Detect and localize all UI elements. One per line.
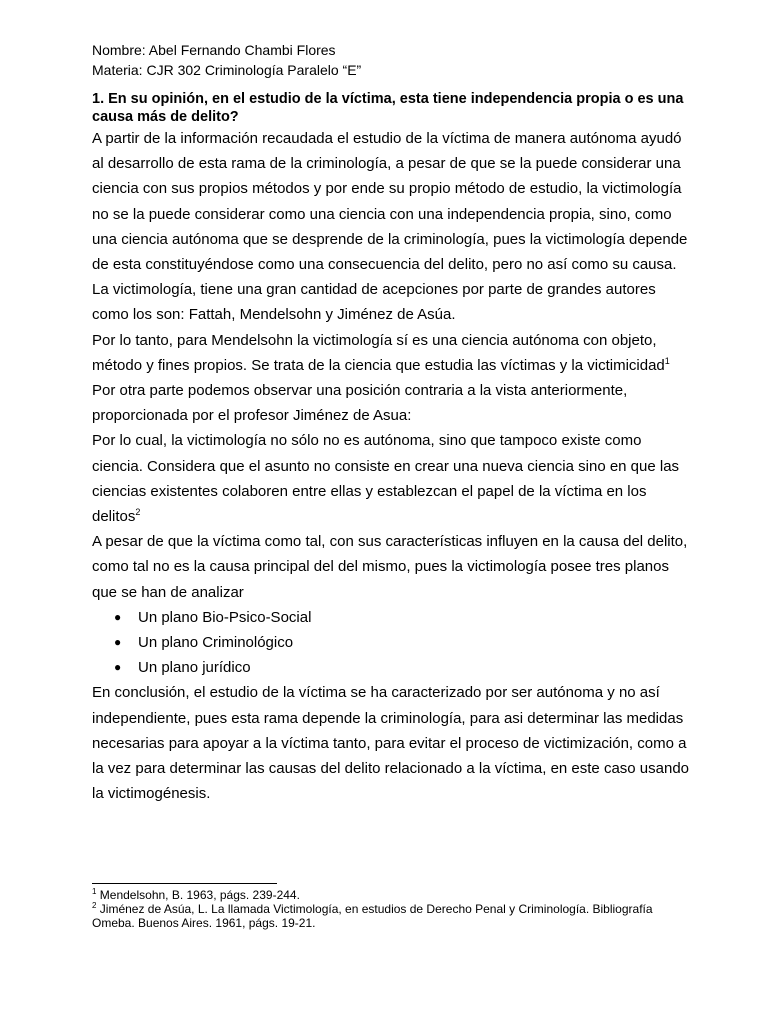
- bullet-icon: ●: [114, 635, 122, 650]
- footnote-ref-2[interactable]: 2: [135, 507, 141, 518]
- paragraph-planos: A pesar de que la víctima como tal, con sus características influyen en la causa del delito, como tal no es la causa principal del del mismo, pues la victimología posee tres planos que se han de analizar: [92, 533, 688, 601]
- paragraph-contraria: Por otra parte podemos observar una posición contraria a la vista anteriormente, proporcionada por el profesor Jiménez de Asua:: [92, 382, 628, 425]
- paragraph-acepciones: La victimología, tiene una gran cantidad de acepciones por parte de grandes autores como los son: Fattah, Mendelsohn y Jiménez de Asúa.: [92, 281, 656, 324]
- student-name-line: Nombre: Abel Fernando Chambi Flores: [92, 42, 336, 58]
- paragraph-jimenez: [92, 428, 692, 529]
- paragraph-jimenez-text: Por lo cual, la victimología no sólo no es autónoma, sino que tampoco existe como ciencia. Considera que el asunto no consiste en crear una nueva ciencia sino en que las ciencias existentes colaboren entre ellas y establezcan el papel de la víctima en los delitos: [92, 432, 680, 526]
- paragraph-mendelsohn-text: Por lo tanto, para Mendelsohn la victimología sí es una ciencia autónoma con objeto, método y fines propios. Se trata de la ciencia que estudia las víctimas y la victimicidad: [92, 331, 665, 374]
- footnote-1-text: Mendelsohn, B. 1963, págs. 239-244.: [96, 888, 300, 902]
- planes-list: [92, 605, 692, 681]
- footnote-ref-1[interactable]: 1: [664, 355, 670, 366]
- bullet-icon: ●: [114, 609, 122, 624]
- document-body: [92, 40, 692, 806]
- paragraph-conclusion: En conclusión, el estudio de la víctima se ha caracterizado por ser autónoma y no así independiente, pues esta rama depende la criminología, para asi determinar las medidas necesarias para apoyar a la víctima tanto, para evitar el proceso de victimización, como a la vez para determinar las causas del delito relacionado a la víctima, en este caso usando la victimogénesis.: [92, 684, 690, 803]
- paragraph-intro: A partir de la información recaudada el estudio de la víctima de manera autónoma ayudó al desarrollo de esta rama de la criminología, a pesar de que se la puede considerar una ciencia con sus propios métodos y por ende su propio método de estudio, la victimología no se la puede considerar como una ciencia con una independencia propia, sino, como una ciencia autónoma que se desprende de la criminología, pues la victimología depende de esta constituyéndose como una consecuencia del delito, pero no así como su causa.: [92, 130, 688, 274]
- subject-line: Materia: CJR 302 Criminología Paralelo “E”: [92, 62, 362, 78]
- footnote-2-text: Jiménez de Asúa, L. La llamada Victimología, en estudios de Derecho Penal y Criminología. Bibliografía Omeba. Buenos Aires. 1961, págs. 19-21.: [92, 902, 653, 930]
- list-item: [92, 655, 692, 680]
- list-item-label: Un plano Bio-Psico-Social: [138, 608, 312, 626]
- footnotes-section: [92, 883, 692, 930]
- question-heading: 1. En su opinión, en el estudio de la víctima, esta tiene independencia propia o es una causa más de delito?: [92, 91, 684, 125]
- list-item: [92, 605, 692, 630]
- list-item-label: Un plano Criminológico: [138, 634, 294, 652]
- footnote-2: [92, 902, 692, 930]
- footnote-1: [92, 888, 692, 902]
- footnote-1-mark: 1: [92, 887, 97, 896]
- bullet-icon: ●: [114, 660, 122, 675]
- list-item-label: Un plano jurídico: [138, 659, 251, 677]
- list-item: [92, 630, 692, 655]
- footnote-2-mark: 2: [92, 901, 97, 910]
- paragraph-mendelsohn: [92, 328, 692, 378]
- footnote-divider: [92, 883, 277, 884]
